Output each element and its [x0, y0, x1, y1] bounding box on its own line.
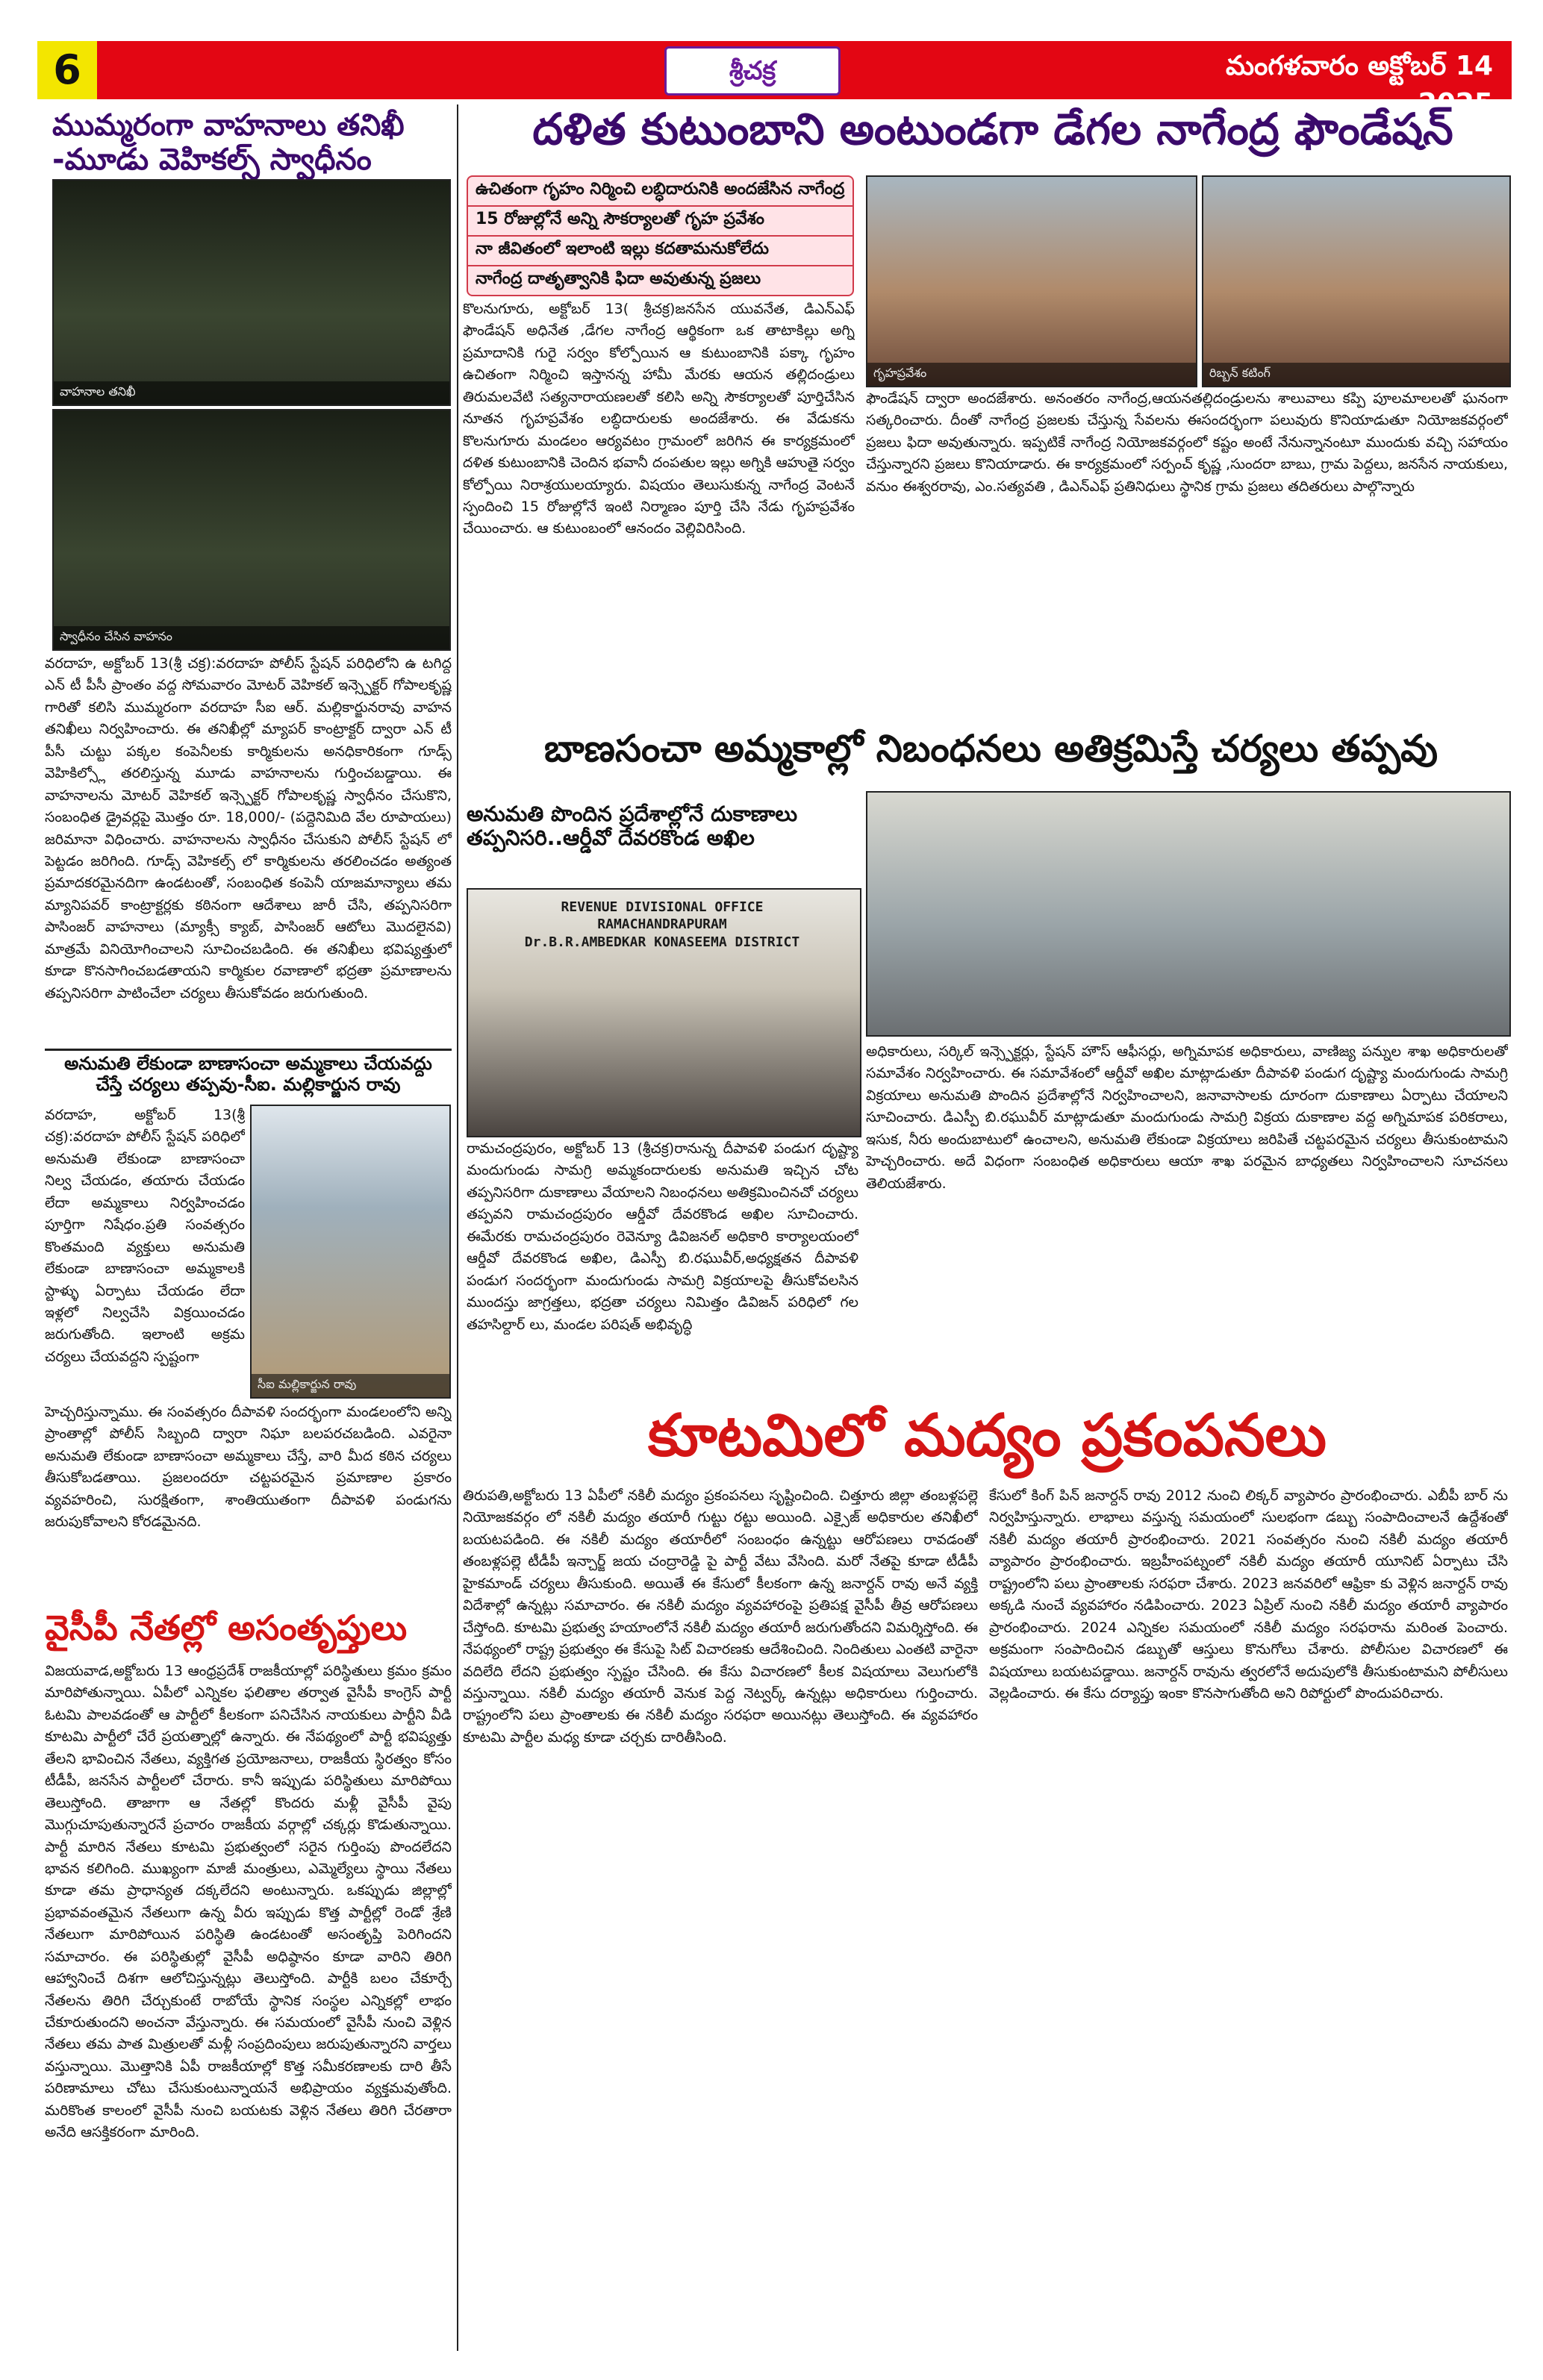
- dalit-photo-2-caption: రిబ్బన్ కటింగ్: [1203, 363, 1509, 386]
- liquor-headline: కూటమిలో మద్యం ప్రకంపనలు: [648, 1402, 1327, 1469]
- ci-portrait-caption: సీఐ మల్లికార్జున రావు: [252, 1374, 449, 1397]
- crackers-headline: అనుమతి లేకుండా బాణాసంచా అమ్మకాలు చేయవద్దు చేస్తే చర్యలు తప్పవు-సీఐ. మల్లికార్జున రావు: [64, 1053, 432, 1095]
- vehicles-photo-1-caption: వాహనాల తనిఖీ: [54, 381, 449, 405]
- rdo-headline: బాణసంచా అమ్మకాల్లో నిబంధనలు అతిక్రమిస్తే చర్యలు తప్పవు: [543, 727, 1438, 770]
- rdo-subheads: అనుమతి పొందిన ప్రదేశాల్లోనే దుకాణాలు తప్పనిసరి..ఆర్డీవో దేవరకొండ అఖిల: [467, 802, 798, 851]
- crackers-body-1: వరదాహ, అక్టోబర్ 13(శ్రీ చక్ర):వరదాహ పోలీస్ స్టేషన్ పరిధిలో అనుమతి లేకుండా బాణాసంచా నిల్వ చేయడం, తయారు చేయడం లేదా అమ్మకాలు నిర్వహించడం పూర్తిగా నిషేధం.ప్రతి సంవత్సరం కొంతమంది వ్యక్తులు అనుమతి లేకుండా బాణాసంచా అమ్మకాలకి స్టాళ్ళు ఏర్పాటు చేయడం లేదా ఇళ్లలో నిల్వచేసి విక్రయించడం జరుగుతోంది. ఇలాంటి అక్రమ చర్యలు చేయవద్దని స్పష్టంగా: [45, 1107, 245, 1365]
- rdo-meeting-photo: [866, 791, 1511, 1037]
- newspaper-logo: శ్రీచక్ర: [664, 46, 841, 96]
- dalit-photo-1-caption: గృహప్రవేశం: [867, 363, 1196, 386]
- vehicles-headline: ముమ్మరంగా వాహనాలు తనిఖీ -మూడు వెహికల్స్ స్వాధీనం: [52, 108, 405, 177]
- issue-date: మంగళవారం అక్టోబర్ 14 2025: [1226, 51, 1493, 119]
- vehicles-photo-1: [52, 179, 451, 406]
- ci-portrait-photo: [250, 1105, 451, 1399]
- vehicles-photo-2-caption: స్వాధీనం చేసిన వాహనం: [54, 626, 449, 649]
- office-sign: REVENUE DIVISIONAL OFFICE RAMACHANDRAPURAM Dr.B.R.AMBEDKAR KONASEEMA DISTRICT: [524, 899, 800, 950]
- crackers-body-2: హెచ్చరిస్తున్నాము. ఈ సంవత్సరం దీపావళి సందర్భంగా మండలంలోని అన్ని ప్రాంతాల్లో పోలీస్ సిబ్బంది ద్వారా నిఘా బలపరచబడింది. ఎవరైనా అనుమతి లేకుండా బాణాసంచా అమ్మకాలు చేస్తే, వారి మీద కఠిన చర్యలు తీసుకోబడతాయి. ప్రజలందరూ చట్టపరమైన ప్రమాణాల ప్రకారం వ్యవహరించి, సురక్షితంగా, శాంతియుతంగా దీపావళి పండుగను జరుపుకోవాలని కోరడమైనది.: [45, 1404, 452, 1531]
- page-number: 6: [37, 41, 97, 99]
- vehicles-body: వరదాహ, అక్టోబర్ 13(శ్రీ చక్ర):వరదాహ పోలీస్ స్టేషన్ పరిధిలోని ఉ టగిద్ద ఎన్ టీ పీసీ ప్రాంతం వద్ద సోమవారం మోటర్ వెహికల్ ఇన్స్పెక్టర్ గోపాలకృష్ణ గారితో కలిసి ముమ్మరంగా వరదాహ సీఐ ఆర్. మల్లికార్జునరావు వాహన తనిఖీలు నిర్వహించారు. ఈ తనిఖీల్లో మ్యాపర్ కాంట్రాక్టర్ ద్వారా ఎన్ టీ పీసీ చుట్టు పక్కల కంపెనీలకు కార్మికులను అనధికారికంగా గూడ్స్ వెహికిల్స్లో తరలిస్తున్న మూడు వాహనాలను గుర్తించబడ్డాయి. ఈ వాహనాలను మోటర్ వెహికల్ ఇన్స్పెక్టర్ గోపాలకృష్ణ స్వాధీనం చేసుకొని, సంబంధిత డ్రైవర్లపై మొత్తం రూ. 18,000/- (పద్దెనిమిది వేల రూపాయలు) జరిమానా విధించారు. వాహనాలను స్వాధీనం చేసుకుని పోలీస్ స్టేషన్ లో పెట్టడం జరిగింది. గూడ్స్ వెహికల్స్ లో కార్మికులను తరలించడం అత్యంత ప్రమాదకరమైనదిగా ఉండటంతో, సంబంధిత కంపెనీ యాజమాన్యాలు తమ మ్యానిపవర్ కాంట్రాక్టర్లకు కఠినంగా ఆదేశాలు జారీ చేసి, తప్పనిసరిగా పాసింజర్ వాహనాలు (మ్యాక్సీ క్యాబ్, పాసింజర్ ఆటోలు మొదలైనవి) మాత్రమే వినియోగించాలని సూచించబడింది. ఈ తనిఖీలు భవిష్యత్తులో కూడా కొనసాగించబడతాయని కార్మికుల రవాణాలో భద్రతా ప్రమాణాలను తప్పనిసరిగా పాటించేలా చర్యలు తీసుకోవడం జరుగుతుంది.: [45, 655, 452, 1002]
- ysrcp-body: విజయవాడ,అక్టోబరు 13 ఆంధ్రప్రదేశ్ రాజకీయాల్లో పరిస్థితులు క్రమం క్రమం మారిపోతున్నాయి. ఏపీలో ఎన్నికల ఫలితాల తర్వాత వైసీపీ కాంగ్రెస్ పార్టీ ఓటమి పాలవడంతో ఆ పార్టీలో కీలకంగా పనిచేసిన నాయకులు పార్టీని వీడి కూటమి పార్టీలో చేరే ప్రయత్నాల్లో ఉన్నారు. ఈ నేపథ్యంలో పార్టీ భవిష్యత్తు తేలని భావించిన నేతలు, వ్యక్తిగత ప్రయోజనాలు, రాజకీయ స్థిరత్వం కోసం టీడీపీ, జనసేన పార్టీలలో చేరారు. కానీ ఇప్పుడు పరిస్థితులు మారిపోయి తెలుస్తోంది. తాజాగా ఆ నేతల్లో కొందరు మళ్లీ వైసీపీ వైపు మొగ్గుచూపుతున్నారనే ప్రచారం రాజకీయ వర్గాల్లో చక్కర్లు కొడుతున్నాయి. పార్టీ మారిన నేతలు కూటమి ప్రభుత్వంలో సరైన గుర్తింపు పొందలేదని భావన కలిగింది. ముఖ్యంగా మాజీ మంత్రులు, ఎమ్మెల్యేలు స్థాయి నేతలు కూడా తమ ప్రాధాన్యత దక్కలేదని అంటున్నారు. ఒకప్పుడు జిల్లాల్లో ప్రభావవంతమైన నేతలుగా ఉన్న వీరు ఇప్పుడు కొత్త పార్టీల్లో రెండో శ్రేణి నేతలుగా మారిపోయిన పరిస్థితి ఉండటంతో అసంతృప్తి పెరిగిందని సమాచారం. ఈ పరిస్థితుల్లో వైసీపీ అధిష్ఠానం కూడా వారిని తిరిగి ఆహ్వానించే దిశగా ఆలోచిస్తున్నట్లు తెలుస్తోంది. పార్టీకి బలం చేకూర్చే నేతలను తిరిగి చేర్చుకుంటే రాబోయే స్థానిక సంస్థల ఎన్నికల్లో లాభం చేకూరుతుందని అంచనా వేస్తున్నారు. ఈ సమయంలో వైసీపీ నుంచి వెళ్లిన నేతలు తమ పాత మిత్రులతో మళ్లీ సంప్రదింపులు జరుపుతున్నారని వార్తలు వస్తున్నాయి. మొత్తానికి ఏపీ రాజకీయాల్లో కొత్త సమీకరణాలకు దారి తీసే పరిణామాలు చోటు చేసుకుంటున్నాయనే అభిప్రాయం వ్యక్తమవుతోంది. మరికొంత కాలంలో వైసీపీ నుంచి బయటకు వెళ్లిన నేతలు తిరిగి చేరతారా అనేది ఆసక్తికరంగా మారింది.: [45, 1663, 452, 2141]
- dalit-headline: దళిత కుటుంబాని అంటుండగా డేగల నాగేంద్ర ఫౌండేషన్: [532, 104, 1453, 154]
- divider: [45, 1049, 452, 1051]
- vehicles-photo-2: [52, 409, 451, 651]
- rdo-body-left: రామచంద్రపురం, అక్టోబర్ 13 (శ్రీచక్ర)రానున్న దీపావళి పండుగ దృష్ట్యా మందుగుండు సామగ్రి అమ్మకందారులకు అనుమతి ఇచ్చిన చోట తప్పనిసరిగా దుకాణాలు వేయాలని నిబంధనలు అతిక్రమించినచో చర్యలు తప్పవని రామచంద్రపురం ఆర్డీవో దేవరకొండ అఖిల సూచించారు. ఈమేరకు రామచంద్రపురం రెవెన్యూ డివిజనల్ అధికారి కార్యాలయంలో ఆర్డీవో దేవరకొండ అఖిల, డిఎస్పీ బి.రఘువీర్,అధ్యక్షతన దీపావళి పండుగ సందర్భంగా మందుగుండు సామగ్రి విక్రయాలపై తీసుకోవలసిన ముందస్తు జాగ్రత్తలు, భద్రతా చర్యలు నిమిత్తం డివిజన్ పరిధిలో గల తహసిల్దార్ లు, మండల పరిషత్ అభివృద్ధి: [467, 1140, 858, 1333]
- ysrcp-headline: వైసీపీ నేతల్లో అసంతృప్తులు: [45, 1608, 408, 1648]
- dalit-subheads: ఉచితంగా గృహం నిర్మించి లబ్ధిదారునికి అందజేసిన నాగేంద్ర 15 రోజుల్లోనే అన్ని సౌకర్యాలతో గృహ ప్రవేశం నా జీవితంలో ఇలాంటి ఇల్లు కదతామనుకోలేదు నాగేంద్ర దాతృత్వానికి ఫిదా అవుతున్న ప్రజలు: [467, 175, 854, 296]
- column-divider: [457, 104, 458, 2351]
- rdo-office-photo: [467, 888, 861, 1137]
- dalit-body-right: ఫౌండేషన్ ద్వారా అందజేశారు. అనంతరం నాగేంద్ర,ఆయనతల్లిదండ్రులను శాలువాలు కప్పి పూలమాలలతో ఘనంగా సత్కరించారు. దీంతో నాగేంద్ర ప్రజలకు చేస్తున్న సేవలను ఈసందర్భంగా పలువురు కొనియాడుతూ నియోజకవర్గంలో ప్రజలు ఫిదా అవుతున్నారు. ఇప్పటికే నాగేంద్ర నియోజకవర్గంలో కష్టం అంటే నేనున్నానంటూ ముందుకు వచ్చి సహాయం చేస్తున్నారని ప్రజలు కొనియాడారు. ఈ కార్యక్రమంలో సర్పంచ్ కృష్ణ ,సుందరా బాబు, గ్రామ పెద్దలు, జనసేన నాయకులు, వనుం ఈశ్వరరావు, ఎం.సత్యవతి , డిఎన్ఎఫ్ ప్రతినిధులు స్థానిక గ్రామ ప్రజలు తదితరులు పాల్గొన్నారు: [866, 390, 1508, 495]
- dalit-body-left: కొలనుగూరు, అక్టోబర్ 13( శ్రీచక్ర)జనసేన యువనేత, డిఎన్ఎఫ్ ఫౌండేషన్ అధినేత ,డేగల నాగేంద్ర ఆర్థికంగా ఒక తాటాకిల్లు అగ్ని ప్రమాదానికి గురై సర్వం కోల్పోయిన ఆ కుటుంబానికి పక్కా గృహం ఉచితంగా నిర్మించి ఇస్తానన్న హామీ మేరకు ఆయన తల్లిదండ్రులు తిరుమలవేటి సత్యనారాయణలతో కలిసి అన్ని సౌకర్యాలతో పూర్తిచేసిన నూతన గృహప్రవేశం లబ్ధిదారులకు అందజేశారు. ఈ వేడుకను కొలనుగూరు మండలం ఆర్యవటం గ్రామంలో జరిగిన ఈ కార్యక్రమంలో దళిత కుటుంబానికి చెందిన భవానీ దంపతుల ఇల్లు అగ్నికి ఆహుతై సర్వం కోల్పోయి నిరాశ్రయులయ్యారు. విషయం తెలుసుకున్న నాగేంద్ర వెంటనే స్పందించి 15 రోజుల్లోనే ఇంటి నిర్మాణం పూర్తి చేసి నేడు గృహప్రవేశం చేయించారు. ఆ కుటుంబంలో ఆనందం వెల్లివిరిసింది.: [463, 301, 855, 537]
- liquor-body-left: తిరుపతి,అక్టోబరు 13 ఏపీలో నకిలీ మద్యం ప్రకంపనలు సృష్టించింది. చిత్తూరు జిల్లా తంబళ్లపల్లె నియోజకవర్గం లో నకిలీ మద్యం తయారీ గుట్టు రట్టు అయింది. ఎక్సైజ్ అధికారుల తనిఖీలో బయటపడింది. ఈ నకిలీ మద్యం తయారీలో సంబంధం ఉన్నట్టు ఆరోపణలు రావడంతో తంబళ్లపల్లె టీడీపీ ఇన్చార్జ్ జయ చంద్రారెడ్డి పై పార్టీ వేటు వేసింది. మరో నేతపై కూడా టీడీపీ హైకమాండ్ చర్యలు తీసుకుంది. అయితే ఈ కేసులో కీలకంగా ఉన్న జనార్దన్ రావు అనే వ్యక్తి విదేశాల్లో ఉన్నట్లు సమాచారం. ఈ నకిలీ మద్యం వ్యవహారంపై ప్రతిపక్ష వైసీపీ తీవ్ర ఆరోపణలు చేస్తోంది. కూటమి ప్రభుత్వ హయాంలోనే నకిలీ మద్యం తయారీ జరుగుతోందని విమర్శిస్తోంది. ఈ నేపథ్యంలో రాష్ట్ర ప్రభుత్వం ఈ కేసుపై సిట్ విచారణకు ఆదేశించింది. నిందితులు ఎంతటి వారైనా వదిలేది లేదని ప్రభుత్వం స్పష్టం చేసింది. ఈ కేసు విచారణలో కీలక విషయాలు వెలుగులోకి వస్తున్నాయి. నకిలీ మద్యం తయారీ వెనుక పెద్ద నెట్వర్క్ ఉన్నట్లు అధికారులు గుర్తించారు. రాష్ట్రంలోని పలు ప్రాంతాలకు ఈ నకిలీ మద్యం సరఫరా అయినట్లు తెలుస్తోంది. ఈ వ్యవహారం కూటమి పార్టీల మధ్య కూడా చర్చకు దారితీసింది.: [463, 1487, 978, 1746]
- dalit-photo-1: [866, 175, 1197, 387]
- dalit-photo-2: [1202, 175, 1511, 387]
- liquor-body-right: కేసులో కింగ్ పిన్ జనార్దన్ రావు 2012 నుంచి లిక్కర్ వ్యాపారం ప్రారంభించారు. ఎబీపీ బార్ ను నిర్వహిస్తున్నారు. లాభాలు వస్తున్న సమయంలో సులభంగా డబ్బు సంపాదించాలనే ఉద్దేశంతో నకిలీ మద్యం తయారీ ప్రారంభించారు. 2021 సంవత్సరం నుంచి నకిలీ మద్యం తయారీ వ్యాపారం ప్రారంభించారు. ఇబ్రహీంపట్నంలో నకిలీ మద్యం తయారీ యూనిట్ ఏర్పాటు చేసి రాష్ట్రంలోని పలు ప్రాంతాలకు సరఫరా చేశారు. 2023 జనవరిలో ఆఫ్రికా కు వెళ్లిన జనార్దన్ రావు అక్కడి నుంచే వ్యవహారం నడిపించారు. 2023 ఏప్రిల్ నుంచి నకిలీ మద్యం తయారీ వ్యాపారం ప్రారంభించారు. 2024 ఎన్నికల సమయంలో నకిలీ మద్యం సరఫరాను మరింత పెంచారు. అక్రమంగా సంపాదించిన డబ్బుతో ఆస్తులు కొనుగోలు చేశారు. పోలీసుల విచారణలో ఈ విషయాలు బయటపడ్డాయి. జనార్దన్ రావును త్వరలోనే అదుపులోకి తీసుకుంటామని పోలీసులు వెల్లడించారు. ఈ కేసు దర్యాప్తు ఇంకా కొనసాగుతోంది అని రిపోర్టులో పొందుపరిచారు.: [989, 1487, 1508, 1702]
- rdo-body-right: అధికారులు, సర్కిల్ ఇన్స్పెక్టర్లు, స్టేషన్ హౌస్ ఆఫీసర్లు, అగ్నిమాపక అధికారులు, వాణిజ్య పన్నుల శాఖ అధికారులతో సమావేశం నిర్వహించారు. ఈ సమావేశంలో ఆర్డీవో అఖిల మాట్లాడుతూ దీపావళి పండుగ దృష్ట్యా మందుగుండు సామగ్రి విక్రయాలు అనుమతి పొందిన ప్రదేశాల్లోనే నిర్వహించాలని, జనావాసాలకు దూరంగా దుకాణాలు ఏర్పాటు చేయాలని సూచించారు. డిఎస్పీ బి.రఘువీర్ మాట్లాడుతూ మందుగుండు సామగ్రి విక్రయ దుకాణాల వద్ద అగ్నిమాపక పరికరాలు, ఇసుక, నీరు అందుబాటులో ఉంచాలని, అనుమతి లేకుండా విక్రయాలు జరిపితే చట్టపరమైన చర్యలు తీసుకుంటామని హెచ్చరించారు. అదే విధంగా సంబంధిత అధికారులు ఆయా శాఖ పరమైన బాధ్యతలు నిర్వహించాలని సూచనలు తెలియజేశారు.: [866, 1043, 1508, 1192]
